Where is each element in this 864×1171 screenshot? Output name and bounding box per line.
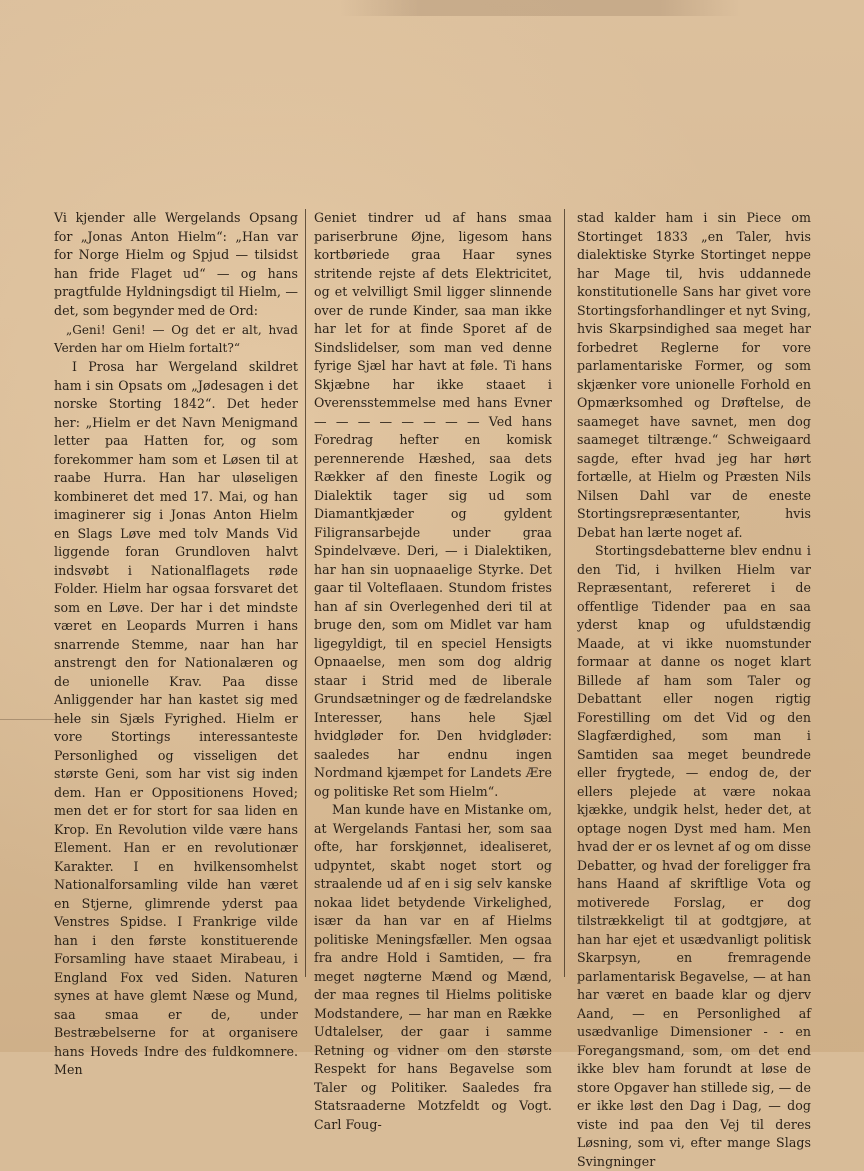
text-column-3 bbox=[577, 209, 811, 1171]
paragraph: Geniet tindrer ud af hans smaa pariserbrune Øjne, ligesom hans kortbøriede graa Haar synes stritende rejste af dets Elektricitet, og et velvilligt Smil ligger slinnende over de runde Kinder, saa man ikke har let for at finde Sporet af de Sindslidelser, som man ved denne fyrige Sjæl har havt at føle. Ti hans Skjæbne har ikke staaet i Overensstemmelse med hans Evner — — — — — — — — Ved hans Foredrag hefter en komisk perennerende Hæshed, saa dets Rækker af den fineste Logik og Dialektik tager sig ud som Diamantkjæder og gyldent Filigransarbejde under graa Spindelvæve. Deri, — i Dialektiken, har han sin uopnaaelige Styrke. Det gaar til Volteflaaen. Stundom fristes han af sin Overlegenhed deri til at bruge den, som om Midlet var ham ligegyldigt, til en speciel Hensigts Opnaaelse, men som dog aldrig staar i Strid med de liberale Grundsætninger og de fædrelandske Interesser, hans hele Sjæl hvidgløder for. Den hvidgløder: saaledes har endnu ingen Nordmand kjæmpet for Landets Ære og politiske Ret som Hielm“. bbox=[314, 210, 552, 799]
paragraph: Vi kjender alle Wergelands Opsang for „Jonas Anton Hielm“: „Han var for Norge Hielm og Spjud — tilsidst han fride Flaget ud“ — og hans pragtfulde Hyldningsdigt til Hielm, — det, som begynder med de Ord: bbox=[54, 210, 298, 318]
paragraph: I Prosa har Wergeland skildret ham i sin Opsats om „Jødesagen i det norske Storting 1842“. Det heder her: „Hielm er det Navn Menigmand letter paa Hatten for, og som forekommer ham som et Løsen til at raabe Hurra. Han har uløseligen kombineret det med 17. Mai, og han imaginerer sig i Jonas Anton Hielm en Slags Løve med tolv Mands Vid liggende foran Grundloven halvt indsvøbt i Nationalflagets røde Folder. Hielm har ogsaa forsvaret det som en Løve. Der har i det mindste været en Leopards Murren i hans snarrende Stemme, naar han har anstrengt den for Nationalæren og de unionelle Krav. Paa disse Anliggender har han kastet sig med hele sin Sjæls Fyrighed. Hielm er vore Stortings interessanteste Personlighed og visseligen det største Geni, som har vist sig inden dem. Han er Oppositionens Hoved; men det er for stort for saa liden en Krop. En Revolution vilde være hans Element. Han er en revolutionær Karakter. I en hvilkensomhelst Nationalforsamling vilde han været en Stjerne, glimrende yderst paa Venstres Spidse. I Frankrige vilde han i den første konstituerende Forsamling have staaet Mirabeau, i England Fox ved Siden. Naturen synes at have glemt Næse og Mund, saa smaa er de, under Bestræbelserne for at organisere hans Hoveds Indre des fuldkomnere. Men bbox=[54, 359, 298, 1077]
text-column-2 bbox=[314, 209, 552, 1134]
column-rule bbox=[305, 209, 306, 977]
paragraph: stad kalder ham i sin Piece om Stortinget 1833 „en Taler, hvis dialektiske Styrke Stortinget neppe har Mage til, hvis uddannede konstitutionelle Sans har givet vore Stortingsforhandlinger et nyt Sving, hvis Skarpsindighed saa meget har forbedret Reglerne for vore parlamentariske Former, og som skjænker vore unionelle Forhold en Opmærksomhed og Drøftelse, de saameget have savnet, men dog saameget tiltrænge.“ Schweigaard sagde, efter hvad jeg har hørt fortælle, at Hielm og Præsten Nils Nilsen Dahl var de eneste Stortingsrepræsentanter, hvis Debat han lærte noget af. bbox=[577, 210, 811, 540]
column-rule bbox=[564, 209, 565, 977]
paragraph: Man kunde have en Mistanke om, at Wergelands Fantasi her, som saa ofte, har forskjønnet, idealiseret, udpyntet, skabt noget stort og straalende ud af en i sig selv kanske nokaa lidet betydende Virkelighed, især da han var en af Hielms politiske Meningsfæller. Men ogsaa fra andre Hold i Samtiden, — fra meget nøgterne Mænd og Mænd, der maa regnes til Hielms politiske Modstandere, — har man en Række Udtalelser, der gaar i samme Retning og vidner om den største Respekt for hans Begavelse som Taler og Politiker. Saaledes fra Statsraaderne Motzfeldt og Vogt. Carl Foug- bbox=[314, 802, 552, 1132]
faded-header-strip bbox=[340, 0, 740, 16]
text-column-1 bbox=[54, 209, 298, 1080]
quoted-verse: „Geni! Geni! — Og det er alt, hvad Verden har om Hielm fortalt?“ bbox=[54, 323, 298, 355]
paragraph: Stortingsdebatterne blev endnu i den Tid, i hvilken Hielm var Repræsentant, refereret i de offentlige Tidender paa en saa yderst knap og ufuldstændig Maade, at vi ikke nuomstunder formaar at danne os noget klart Billede af ham som Taler og Debattant eller nogen rigtig Forestilling om det Vid og den Slagfærdighed, som man i Samtiden saa meget beundrede eller frygtede, — endog de, der ellers plejede at være nokaa kjække, undgik helst, heder det, at optage nogen Dyst med ham. Men hvad der er os levnet af og om disse Debatter, og hvad der foreligger fra hans Haand af skriftlige Vota og motiverede Forslag, er dog tilstrækkeligt til at godtgjøre, at han har ejet et usædvanligt politisk Skarpsyn, en fremragende parlamentarisk Begavelse, — at han har været en baade klar og djerv Aand, — en Personlighed af usædvanlige Dimensioner - - en Foregangsmand, som, om det end ikke blev ham forundt at løse de store Opgaver han stillede sig, — de er ikke løst den Dag i Dag, — dog viste ind paa den Vej til deres Løsning, som vi, efter mange Slags Svingninger bbox=[577, 543, 811, 1169]
